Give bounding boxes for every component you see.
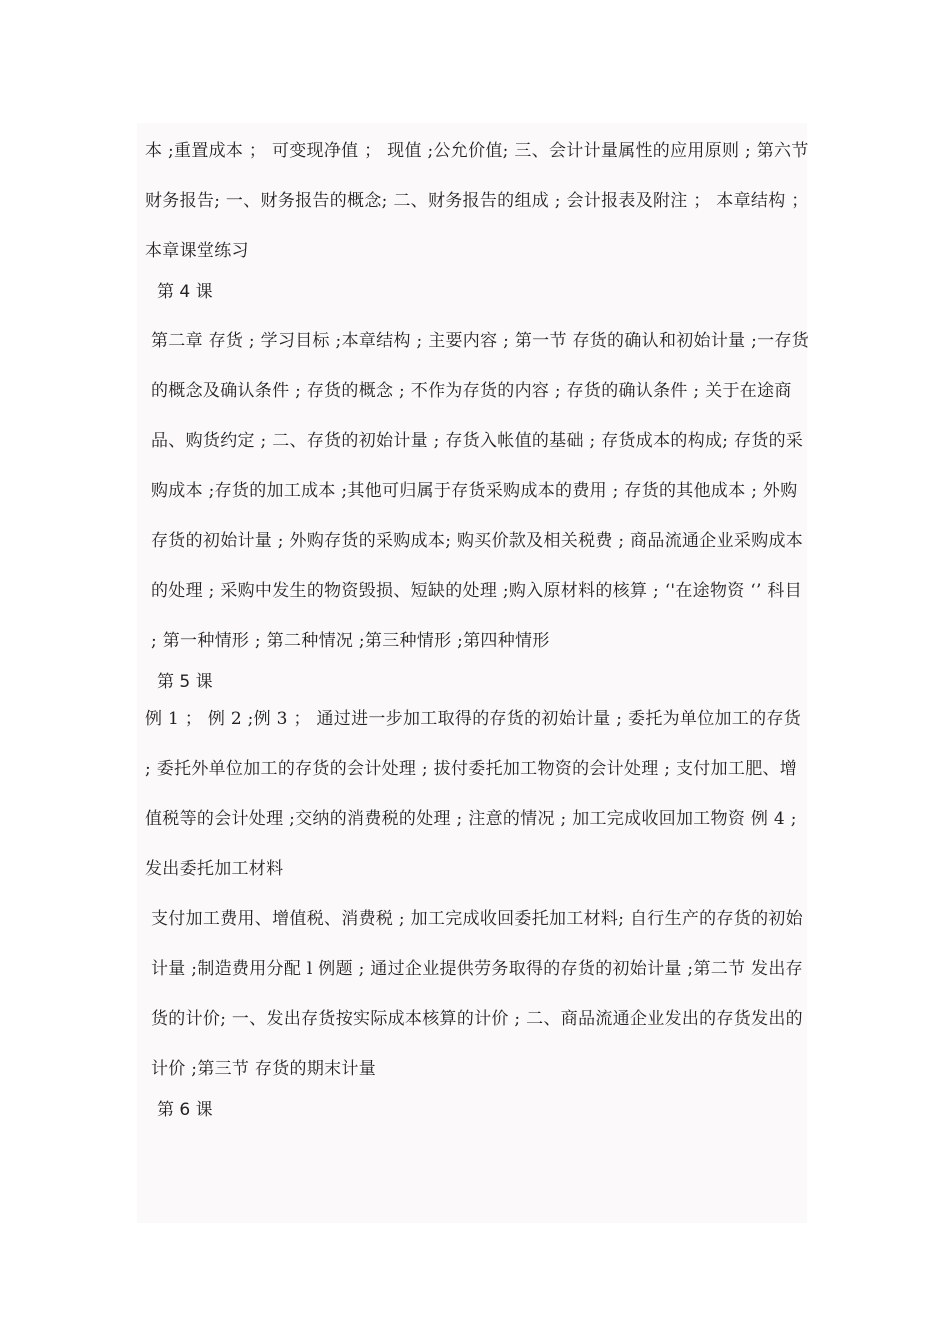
paragraph-inventory-pricing: 支付加工费用、增值税、消费税 ; 加工完成收回委托加工材料; 自行生产的存货的初始计量 ;制造费用分配 l 例题 ; 通过企业提供劳务取得的存货的初始计量 ;第二节 发出存货的计价; 一、发出存货按实际成本核算的计价 ; 二、商品流通企业发出的存货发出的计价 ;第三节 存货的期末计量	[151, 909, 803, 1079]
paragraph-chapter-2-inventory: 第二章 存货 ; 学习目标 ;本章结构 ; 主要内容 ; 第一节 存货的确认和初始计量 ;一存货的概念及确认条件 ; 存货的概念 ; 不作为存货的内容 ; 存货的确认条件 ; 关于在途商品、购货约定 ; 二、存货的初始计量 ; 存货入帐值的基础 ; 存货成本的构成; 存货的采购成本 ;存货的加工成本 ;其他可归属于存货采购成本的费用 ; 存货的其他成本 ; 外购存货的初始计量 ; 外购存货的采购成本; 购买价款及相关税费 ; 商品流通企业采购成本的处理 ; 采购中发生的物资毁损、短缺的处理 ;购入原材料的核算 ; ‘'在途物资 ‘’ 科目 ; 第一种情形 ; 第二种情况 ;第三种情形 ;第四种情形	[151, 331, 810, 651]
lesson-4-heading: 第 4 课	[157, 282, 213, 302]
document-body	[145, 126, 810, 1122]
lesson-6-heading: 第 6 课	[157, 1100, 213, 1120]
paragraph-measurement-and-reports: 本 ;重置成本 ； 可变现净值 ； 现值 ;公允价值; 三、会计计量属性的应用原则 ; 第六节 财务报告; 一、财务报告的概念; 二、财务报告的组成 ; 会计报表及附注 ； 本章结构 ； 本章课堂练习	[145, 141, 809, 261]
paragraph-processing-inventory: 例 1 ； 例 2 ;例 3 ； 通过进一步加工取得的存货的初始计量 ; 委托为单位加工的存货 ; 委托外单位加工的存货的会计处理 ; 拔付委托加工物资的会计处理 ; 支付加工肥、增值税等的会计处理 ;交纳的消费税的处理 ; 注意的情况 ; 加工完成收回加工物资 例 4 ;发出委托加工材料	[145, 709, 802, 879]
lesson-5-heading: 第 5 课	[157, 672, 213, 692]
